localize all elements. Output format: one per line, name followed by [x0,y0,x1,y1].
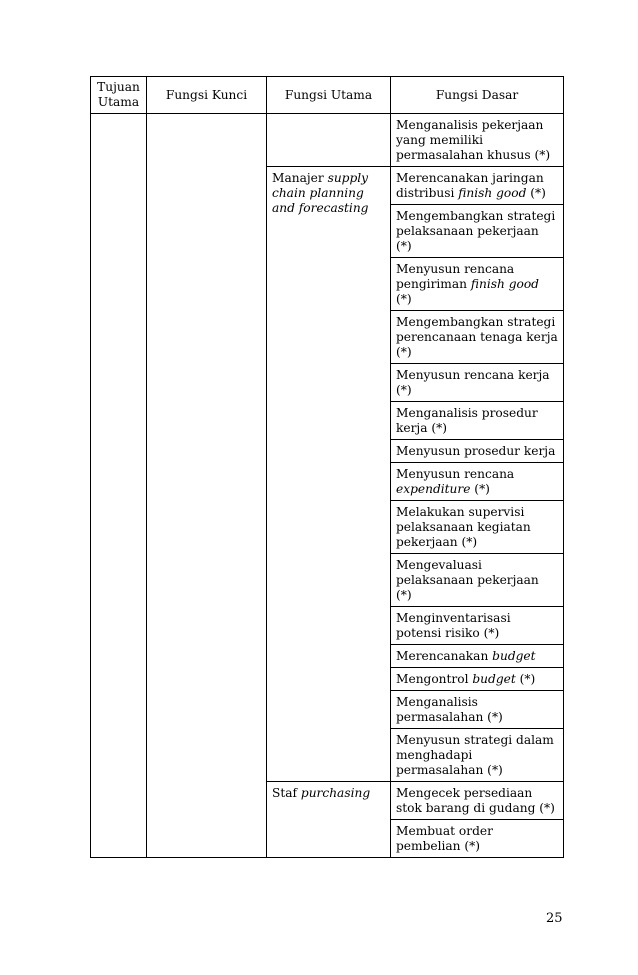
fungsi-dasar-text: Mengembangkan strategi pelaksanaan pekerjaan (*) [396,209,556,253]
fungsi-dasar-text: Mengevaluasi pelaksanaan pekerjaan (*) [396,558,539,602]
fungsi-dasar-text: Merencanakan [396,649,493,663]
function-table [90,76,564,858]
cell-fungsi-utama-staf [267,782,391,858]
cell-fungsi-kunci [147,114,267,858]
fungsi-dasar-text: Mengecek persediaan stok barang di gudang (*) [396,786,555,815]
fungsi-dasar-suffix: (*) [526,186,546,200]
fungsi-dasar-text: Membuat order pembelian (*) [396,824,493,853]
fungsi-dasar-italic: expenditure [396,482,471,496]
cell-fungsi-dasar [391,691,564,729]
fungsi-dasar-text: Menganalisis prosedur kerja (*) [396,406,538,435]
header-tujuan-utama: Tujuan Utama [91,77,147,114]
fungsi-dasar-text: Mengembangkan strategi perencanaan tenaga kerja (*) [396,315,558,359]
header-fungsi-utama: Fungsi Utama [267,77,391,114]
cell-fungsi-dasar [391,440,564,463]
table-header-row [91,77,564,114]
fungsi-dasar-suffix: (*) [396,292,412,306]
cell-fungsi-dasar [391,729,564,782]
fungsi-dasar-text: Merencanakan jaringan distribusi [396,171,544,200]
table-row [91,114,564,167]
role-staf-prefix: Staf [272,786,301,800]
fungsi-dasar-text: Menyusun rencana pengiriman [396,262,515,291]
header-fungsi-kunci: Fungsi Kunci [147,77,267,114]
fungsi-dasar-suffix: (*) [470,482,490,496]
role-staf-italic: purchasing [300,786,371,800]
cell-fungsi-dasar [391,402,564,440]
cell-fungsi-utama-manajer [267,167,391,782]
fungsi-dasar-italic: budget [472,672,516,686]
cell-fungsi-dasar [391,258,564,311]
fungsi-dasar-text: Menyusun prosedur kerja [396,444,556,458]
fungsi-dasar-suffix: (*) [515,672,536,686]
cell-fungsi-utama-empty [267,114,391,167]
fungsi-dasar-text: Menyusun strategi dalam menghadapi permasalahan (*) [396,733,554,777]
fungsi-dasar-text: Melakukan supervisi pelaksanaan kegiatan pekerjaan (*) [396,505,531,549]
header-fungsi-dasar: Fungsi Dasar [391,77,564,114]
page-number: 25 [546,911,563,926]
fungsi-dasar-text: Menginventarisasi potensi risiko (*) [396,611,511,640]
cell-fungsi-dasar [391,311,564,364]
fungsi-dasar-text: Menyusun rencana kerja (*) [396,368,550,397]
cell-fungsi-dasar [391,463,564,501]
fungsi-dasar-italic: finish good [470,277,539,291]
cell-fungsi-dasar [391,554,564,607]
cell-fungsi-dasar [391,820,564,858]
cell-fungsi-dasar [391,364,564,402]
fungsi-dasar-text: Menganalisis permasalahan (*) [396,695,503,724]
fungsi-dasar-text: Menganalisis pekerjaan yang memiliki permasalahan khusus (*) [396,118,551,162]
fungsi-dasar-text: Menyusun rencana [396,467,515,481]
cell-fungsi-dasar [391,607,564,645]
cell-fungsi-dasar [391,167,564,205]
role-manajer-prefix: Manajer [272,171,328,185]
fungsi-dasar-italic: finish good [458,186,527,200]
cell-fungsi-dasar [391,114,564,167]
role-manajer-italic: supply chain planning and forecasting [272,171,369,215]
fungsi-dasar-text: Mengontrol [396,672,473,686]
cell-fungsi-dasar [391,501,564,554]
cell-fungsi-dasar [391,645,564,668]
cell-fungsi-dasar [391,668,564,691]
cell-fungsi-dasar [391,782,564,820]
cell-fungsi-dasar [391,205,564,258]
cell-tujuan-utama [91,114,147,858]
fungsi-dasar-italic: budget [492,649,536,663]
